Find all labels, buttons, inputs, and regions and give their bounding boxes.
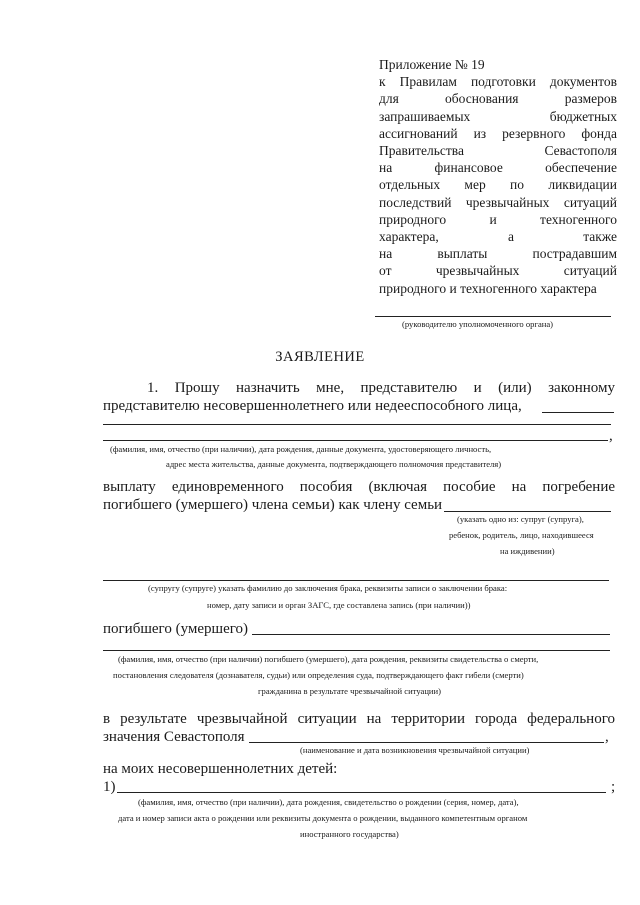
appendix-line: природного и техногенного <box>379 211 617 227</box>
request-line-2: представителю несовершеннолетнего или недееспособного лица, <box>103 398 522 414</box>
applicant-field-line-2[interactable] <box>103 440 608 441</box>
appendix-line: отдельных мер по ликвидации <box>379 177 617 193</box>
family-relation-field[interactable] <box>444 511 611 512</box>
deceased-caption-2: постановления следователя (дознавателя, судьи) или определения суда, подтверждающего факт гибели (смерти) <box>113 670 524 680</box>
emergency-line-1: в результате чрезвычайной ситуации на территории города федерального <box>103 711 615 727</box>
appendix-line: к Правилам подготовки документов <box>379 74 617 90</box>
deceased-field[interactable] <box>252 634 610 635</box>
child-caption-1: (фамилия, имя, отчество (при наличии), дата рождения, свидетельство о рождении (серия, номер, дата), <box>138 797 519 807</box>
payment-line-2: погибшего (умершего) члена семьи) как члену семьи <box>103 497 443 513</box>
spouse-caption-2: номер, дату записи и орган ЗАГС, где составлена запись (при наличии)) <box>207 600 471 610</box>
request-line-1: 1. Прошу назначить мне, представителю и (или) законному <box>147 380 615 396</box>
emergency-comma: , <box>605 729 609 745</box>
emergency-caption: (наименование и дата возникновения чрезвычайной ситуации) <box>300 745 530 755</box>
child-caption-3: иностранного государства) <box>300 829 399 839</box>
appendix-line: ассигнований из резервного фонда <box>379 125 617 141</box>
appendix-line: Правительства Севастополя <box>379 143 617 159</box>
child-semicolon: ; <box>611 779 616 795</box>
recipient-field[interactable] <box>375 316 611 317</box>
appendix-line: от чрезвычайных ситуаций <box>379 263 617 279</box>
deceased-caption-1: (фамилия, имя, отчество (при наличии) погибшего (умершего), дата рождения, реквизиты свидетельства о смерти, <box>118 654 539 664</box>
deceased-field-line-2[interactable] <box>103 650 610 651</box>
appendix-number: Приложение № 19 <box>379 57 485 72</box>
appendix-line: на финансовое обеспечение <box>379 160 617 176</box>
appendix-line: на выплаты пострадавшим <box>379 246 617 262</box>
appendix-header <box>379 56 617 297</box>
child-caption-2: дата и номер записи акта о рождении или реквизиты документа о рождении, выданного компетентным органом <box>118 813 528 823</box>
applicant-comma: , <box>609 428 613 444</box>
children-label: на моих несовершеннолетних детей: <box>103 761 338 777</box>
emergency-line-2: значения Севастополя <box>103 729 245 745</box>
relation-caption-3: на иждивении) <box>500 546 555 556</box>
child-item-number: 1) <box>103 779 116 795</box>
applicant-field-line[interactable] <box>103 424 611 425</box>
deceased-label: погибшего (умершего) <box>103 621 249 637</box>
deceased-caption-3: гражданина в результате чрезвычайной ситуации) <box>258 686 441 696</box>
appendix-line: запрашиваемых бюджетных <box>379 108 617 124</box>
spouse-caption-1: (супругу (супруге) указать фамилию до заключения брака, реквизиты записи о заключении брака: <box>148 583 508 593</box>
payment-line-1: выплату единовременного пособия (включая пособие на погребение <box>103 479 615 495</box>
spouse-field[interactable] <box>103 580 609 581</box>
child-field[interactable] <box>117 792 606 793</box>
applicant-caption-1: (фамилия, имя, отчество (при наличии), дата рождения, данные документа, удостоверяющего личность, <box>110 444 492 454</box>
appendix-line: последствий чрезвычайных ситуаций <box>379 194 617 210</box>
relation-caption-1: (указать одно из: супруг (супруга), <box>457 514 584 524</box>
appendix-line: характера, а также <box>379 229 617 245</box>
applicant-field-start[interactable] <box>542 412 614 413</box>
emergency-field[interactable] <box>249 742 604 743</box>
applicant-caption-2: адрес места жительства, данные документа, подтверждающего полномочия представителя) <box>166 459 502 469</box>
appendix-line: для обоснования размеров <box>379 91 617 107</box>
relation-caption-2: ребенок, родитель, лицо, находившееся <box>449 530 594 540</box>
appendix-line: природного и техногенного характера <box>379 280 597 296</box>
recipient-caption: (руководителю уполномоченного органа) <box>402 319 554 329</box>
document-title: ЗАЯВЛЕНИЕ <box>275 349 365 365</box>
